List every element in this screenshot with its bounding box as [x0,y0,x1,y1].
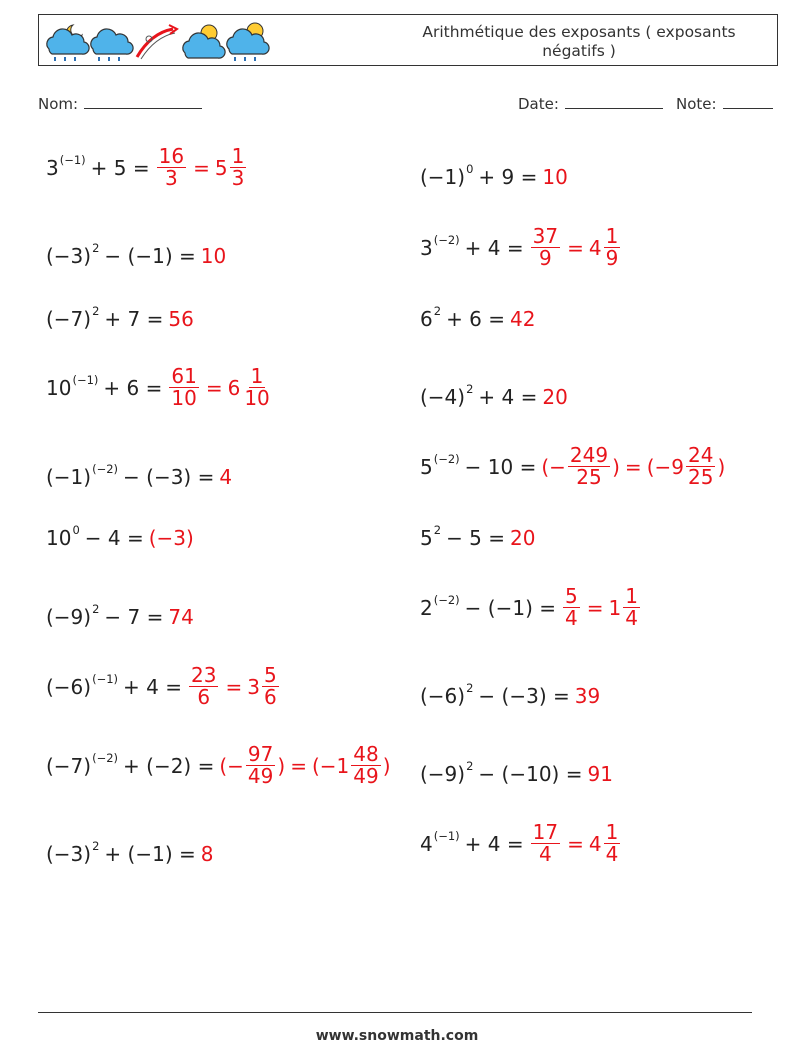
answer: (− $\frac{97}{49}$ ) = (−1 $\frac{48}{49}$ ) [219,742,391,788]
answer: 8 [200,842,214,866]
operation: − (−1) = [104,244,196,268]
answer: 42 [510,307,536,331]
exponent: 2 [92,304,100,318]
base: (−6) [420,684,466,708]
operation: − 4 = [84,526,144,550]
exponent: 2 [433,523,442,537]
operation: − 10 = [464,454,537,479]
problem-6 [420,304,536,331]
answer: 74 [168,605,194,629]
improper-fraction: $\frac{249}{25}$ [569,443,609,489]
title-line-1: Arithmétique des exposants ( exposants [422,23,736,41]
mixed-fraction: $\frac{1}{10}$ [244,364,270,410]
operation: + 4 = [464,235,524,260]
mixed-fraction: $\frac{1}{9}$ [605,224,619,270]
answer: $\frac{61}{10}$ = 6 $\frac{1}{10}$ [171,364,270,410]
name-label: Nom: [38,95,79,113]
problem-16 [420,681,601,708]
base: (−1) [46,465,92,489]
score-label: Note: [676,95,717,113]
improper-fraction: $\frac{5}{4}$ [565,584,578,630]
operation: + 4 = [478,385,538,409]
answer: 56 [168,307,194,331]
answer: 20 [510,526,536,550]
base: 4 [420,831,433,856]
base: (−4) [420,385,466,409]
exponent: 2 [466,759,474,773]
base: 3 [46,155,59,180]
problem-14 [420,586,642,629]
answer: $\frac{17}{4}$ = 4 $\frac{1}{4}$ [532,820,619,866]
exponent: (−1) [92,671,119,686]
problem-1 [46,146,248,189]
wind-icon [137,25,177,59]
improper-fraction: $\frac{97}{49}$ [247,742,274,788]
operation: − (−10) = [478,762,583,786]
exponent: 2 [466,681,474,695]
operation: + (−2) = [123,753,215,778]
worksheet-title [389,23,769,61]
improper-fraction: $\frac{23}{6}$ [191,663,217,709]
exponent: (−1) [59,152,86,167]
operation: + (−1) = [104,842,196,866]
base: 10 [46,375,72,400]
problem-13 [46,602,194,629]
operation: + 9 = [478,165,538,189]
problem-3 [46,241,227,268]
exponent: (−2) [433,232,460,247]
problem-12 [420,523,536,550]
cloud-sun-rain-icon [227,23,269,61]
operation: + 4 = [464,831,524,856]
problem-7 [46,366,274,409]
mixed-fraction: $\frac{1}{4}$ [625,584,638,630]
base: 3 [420,235,433,260]
operation: − (−1) = [464,595,556,620]
exponent: (−1) [433,828,460,843]
exponent: 2 [92,839,100,853]
problem-20 [420,822,622,865]
answer: (−3) [148,526,194,550]
answer: 91 [587,762,613,786]
cloud-rain-icon [91,29,133,61]
cloud-sun-icon [183,25,225,58]
exponent: (−2) [92,462,119,476]
answer: 10 [542,165,568,189]
title-line-2: négatifs ) [542,42,616,60]
problem-19 [46,839,214,866]
operation: + 7 = [104,307,164,331]
base: (−6) [46,674,92,699]
operation: − 7 = [104,605,164,629]
answer: 4 [219,465,233,489]
problem-17 [46,744,391,787]
improper-fraction: $\frac{16}{3}$ [158,144,185,190]
base: 2 [420,595,433,620]
answer: 10 [200,244,227,268]
exponent: 2 [466,382,474,396]
operation: + 6 = [446,307,506,331]
base: (−9) [46,605,92,629]
base: 10 [46,526,72,550]
improper-fraction: $\frac{61}{10}$ [171,364,197,410]
answer: 39 [574,684,601,708]
cloud-moon-rain-icon [47,25,89,61]
header-box [38,14,778,66]
base: 5 [420,526,433,550]
base: (−7) [46,753,92,778]
answer: $\frac{37}{9}$ = 4 $\frac{1}{9}$ [532,224,619,270]
exponent: 0 [72,523,80,537]
problem-11 [46,523,194,550]
mixed-fraction: $\frac{48}{49}$ [353,742,379,788]
problem-15 [46,665,281,708]
base: (−3) [46,842,92,866]
problem-5 [46,304,194,331]
exponent: 0 [466,162,474,176]
base: (−9) [420,762,466,786]
problem-4 [420,226,622,269]
footer-divider [38,1012,752,1013]
problem-18 [420,759,613,786]
answer: (− $\frac{249}{25}$ ) = (−9 $\frac{24}{25}$ ) [541,443,726,489]
operation: + 5 = [90,155,150,180]
exponent: 2 [433,304,442,318]
exponent: (−2) [433,451,460,466]
operation: − (−3) = [123,465,215,489]
answer: $\frac{5}{4}$ = 1 $\frac{1}{4}$ [565,584,638,630]
exponent: 2 [92,602,100,616]
weather-icons [43,19,273,63]
mixed-fraction: $\frac{24}{25}$ [687,443,714,489]
answer: $\frac{16}{3}$ = 5 $\frac{1}{3}$ [158,144,245,190]
operation: + 6 = [103,375,163,400]
mixed-fraction: $\frac{5}{6}$ [263,663,277,709]
date-line[interactable] [565,94,663,109]
base: (−3) [46,244,92,268]
score-field [676,94,773,113]
exponent: 2 [92,241,100,255]
name-field [38,94,202,113]
exponent: (−2) [433,592,460,607]
answer: $\frac{23}{6}$ = 3 $\frac{5}{6}$ [191,663,277,709]
answer: 20 [542,385,568,409]
improper-fraction: $\frac{17}{4}$ [532,820,559,866]
problem-8 [420,382,568,409]
date-field [518,94,663,113]
problem-9 [46,462,233,489]
base: (−1) [420,165,466,189]
mixed-fraction: $\frac{1}{4}$ [605,820,619,866]
operation: − 5 = [446,526,506,550]
date-label: Date: [518,95,559,113]
problem-2 [420,162,568,189]
exponent: (−1) [72,372,99,387]
name-line[interactable] [84,94,202,109]
exponent: (−2) [92,750,119,765]
problem-10 [420,445,725,488]
base: 6 [420,307,433,331]
score-line[interactable] [723,94,773,109]
footer-url[interactable]: www.snowmath.com [315,1028,479,1044]
operation: − (−3) = [478,684,570,708]
operation: + 4 = [123,674,182,699]
base: (−7) [46,307,92,331]
improper-fraction: $\frac{37}{9}$ [532,224,559,270]
base: 5 [420,454,433,479]
mixed-fraction: $\frac{1}{3}$ [231,144,245,190]
